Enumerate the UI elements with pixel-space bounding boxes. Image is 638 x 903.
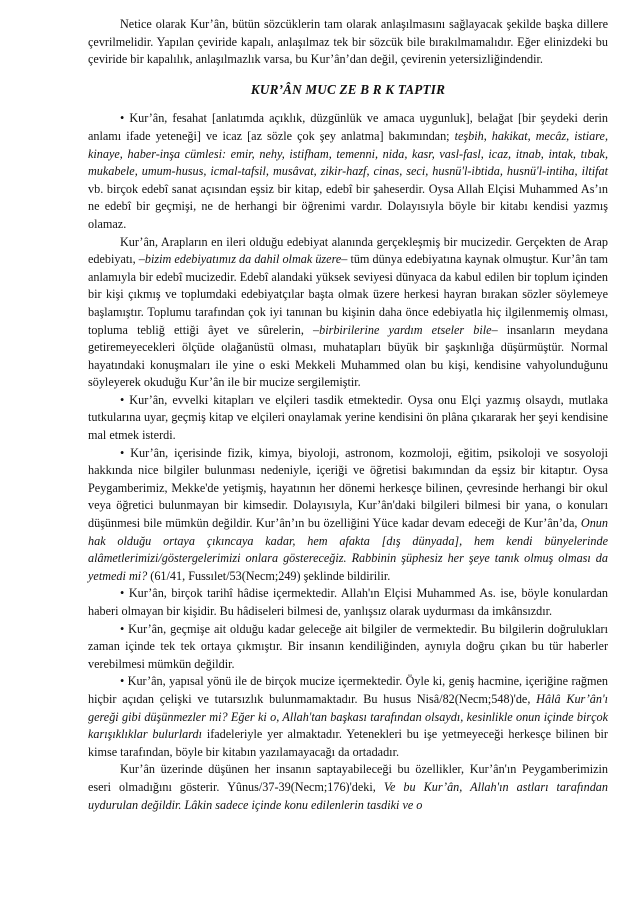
p2-text-a: Kur’ân, Arapların en ileri olduğu edebiyat alanında gerçekleşmiş bir mucizedir. Gerçekten de Arap edebiyatı, [88,234,608,267]
p5-text: Kur’ân, birçok tarihî hâdise içermektedir. Allah'ın Elçisi Muhammed As. ise, böyle konulardan haberi olmayan bir kişidir. Bu hâdiseleri bilmesi de, yanlışsız olarak uydurması da imkânsızdır. [88,586,608,618]
p3-text: Kur’ân, evvelki kitapları ve elçileri tasdik etmektedir. Oysa onu Elçi yazmış olsaydı, mutlaka tutkularına uyar, geçmiş kitap ve elçileri onaylamak yerine kendisini ön plâna çıkararak her şeyi kendisine mal etmek isterdi. [88,392,608,443]
paragraph-fesahat [88,110,608,233]
paragraph-sonuc [88,761,608,814]
p2-text-c: insanların meydana getiremeyecekleri ölçüde olağanüstü olması, muhatapları büyük bir şaşkınlığa düşürmüştür. Normal hayatındaki konuşmaları ile yine o eski Mekkeli Muhammed olan bu kişi, kendisine vahyolunduğunu söyleyerek okuduğu Kur’ân ile bir mucize sergilemiştir. [88,322,608,390]
bullet-icon: • [120,586,125,601]
p1-text-a: Kur’ân, fesahat [anlatımda açıklık, düzgünlük ve amaca uygunluk], belağat [bir şeydeki derin anlamı ifade yeteneği] ve icaz [az sözle çok şey anlatma] bakımından; [88,111,608,143]
paragraph-bilgiler [88,445,608,586]
p4-italic-quote: Onun hak olduğu ortaya çıkıncaya kadar, hem afakta [dış dünyada], hem kendi bünyelerinde alâmetlerimizi/göstergelerimizi onlara göstereceğiz. Rabbinin şüphesiz her şeye tanık olmuş olması da yetmedi mi? [88,516,608,583]
paragraph-tarihi [88,585,608,620]
p2-italic-1: –bizim edebiyatımız da dahil olmak üzere– [138,252,348,267]
p8-italic-quote: Ve bu Kur’ân, Allah'ın astları tarafından uydurulan değildir. Lâkin sadece içinde konu edilenlerin tasdiki ve o [88,779,608,812]
p7-italic-quote: Hâlâ Kur’ân'ı gereği gibi düşünmezler mi? Eğer ki o, Allah'tan başkası tarafından olsaydı, kesinlikle onun içinde birçok karışıklıklar bulurlardı [88,691,608,742]
p1-italic-list: teşbih, hakikat, mecâz, istiare, kinaye, haber-inşa cümlesi: emir, nehy, istifham, temenni, nida, kasr, vasl-fasl, icaz, itnab, intak, tıbak, mukabele, umum-husus, icmal-tafsil, musâvat, zikir-hazf, cinas, seci, husnü'l-ibtida, husnü'l-intiha, iltifat [88,128,608,179]
paragraph-edebi-mucize [88,234,608,392]
p2-italic-2: –birbirilerine yardım etseler bile– [313,322,498,337]
p7-text-b: ifadeleriyle yer almaktadır. Yetenekleri bu işe yetmeyeceği herkesçe bilinen bir kimse tarafından, böyle bir kitabın yazılamayacağı da ortadadır. [88,727,608,759]
p8-text-a: Kur’ân üzerinde düşünen her insanın saptayabileceği bu özellikler, Kur’ân'ın Peygamberimizin eseri olmadığını gösterir. Yûnus/37-39(Necm;176)'deki, [88,762,608,794]
bullet-icon: • [120,445,125,460]
section-heading: KUR’ÂN MUC ZE B R K TAPTIR [250,81,446,97]
intro-text: Netice olarak Kur’ân, bütün sözcüklerin tam olarak anlaşılmasını sağlayacak şekilde başka dillere çevrilmelidir. Yapılan çeviride kapalı, anlaşılmaz tek bir sözcük bile bırakılmamalıdır. Eğer elinizdeki bu çeviride bir kapalılık, anlaşılmazlık varsa, bu Kur’ân’dan değil, çevirenin yetersizliğindendir. [88,17,608,67]
intro-paragraph [88,16,608,69]
p2-text-b: tüm dünya edebiyatına kaynak olmuştur. Kur’ân tam anlamıyla bir edebî mucizedir. Edebî alandaki yüksek seviyesi dünyaca da kabul edilen bir toplum içinden bir kişi çıkmış ve toplumdaki edebiyatçılar başta olmak üzere herkesi hayran bırakan sözler söylemeye başlamıştır. Toplumu tarafından çok iyi tanınan bu kişinin daha önce edebiyatla hiç ilgilenmemiş olması, topluma tebliğ ettiği âyet ve sûrelerin, [88,252,608,337]
p4-text-a: Kur’ân, içerisinde fizik, kimya, biyoloji, astronom, kozmoloji, eğitim, psikoloji ve sosyoloji hakkında nice bilgiler bulunması nedeniyle, içeriği ve öğretisi bakımından da eşsiz bir kitaptır. Oysa Peygamberimiz, Mekke'de yetişmiş, hayatının her dönemi herkesçe bilinen, çevresinde herhangi bir okul veya öğretici bulunmayan bir kimsedir. Dolayısıyla, Kur’ân'daki bilgileri bilmesi bir yana, o konuları düşünmesi bile mümkün değildir. Kur’ân’ın bu özelliğini Yüce kadar devam edeceği de Kur’ân’da, [88,445,608,531]
p7-text-a: Kur’ân, yapısal yönü ile de birçok mucize içermektedir. Öyle ki, geniş hacmine, içeriğine rağmen hiçbir açıdan çelişki ve tutarsızlık bulunmamaktadır. Bu husus Nisâ/82(Necm;548)'de, [88,674,608,706]
bullet-icon: • [120,111,125,126]
p1-text-b: vb. birçok edebî sanat açısından eşsiz bir kitap, edebî bir şaheserdir. Oysa Allah Elçisi Muhammed As’ın ne edebî bir geçmişi, ne de herhangi bir öğrenimi vardır. Dolayısıyla böyle bir kitabı kendisi yazmış olamaz. [88,181,608,231]
paragraph-gelecek [88,621,608,674]
paragraph-tasdik [88,392,608,445]
p6-text: Kur’ân, geçmişe ait olduğu kadar geleceğe ait bilgiler de vermektedir. Bu bilgilerin doğrulukları zaman içinde tek tek ortaya çıkmıştır. Bir insanın kendiliğinden, aynıyla doğru çıkan bu tür haberler verebilmesi mümkün değildir. [88,621,608,671]
bullet-icon: • [120,674,125,689]
paragraph-yapisal [88,673,608,761]
bullet-icon: • [120,621,125,636]
bullet-icon: • [120,392,125,407]
p4-text-b: (61/41, Fussılet/53(Necm;249) şeklinde bildirilir. [150,568,391,583]
